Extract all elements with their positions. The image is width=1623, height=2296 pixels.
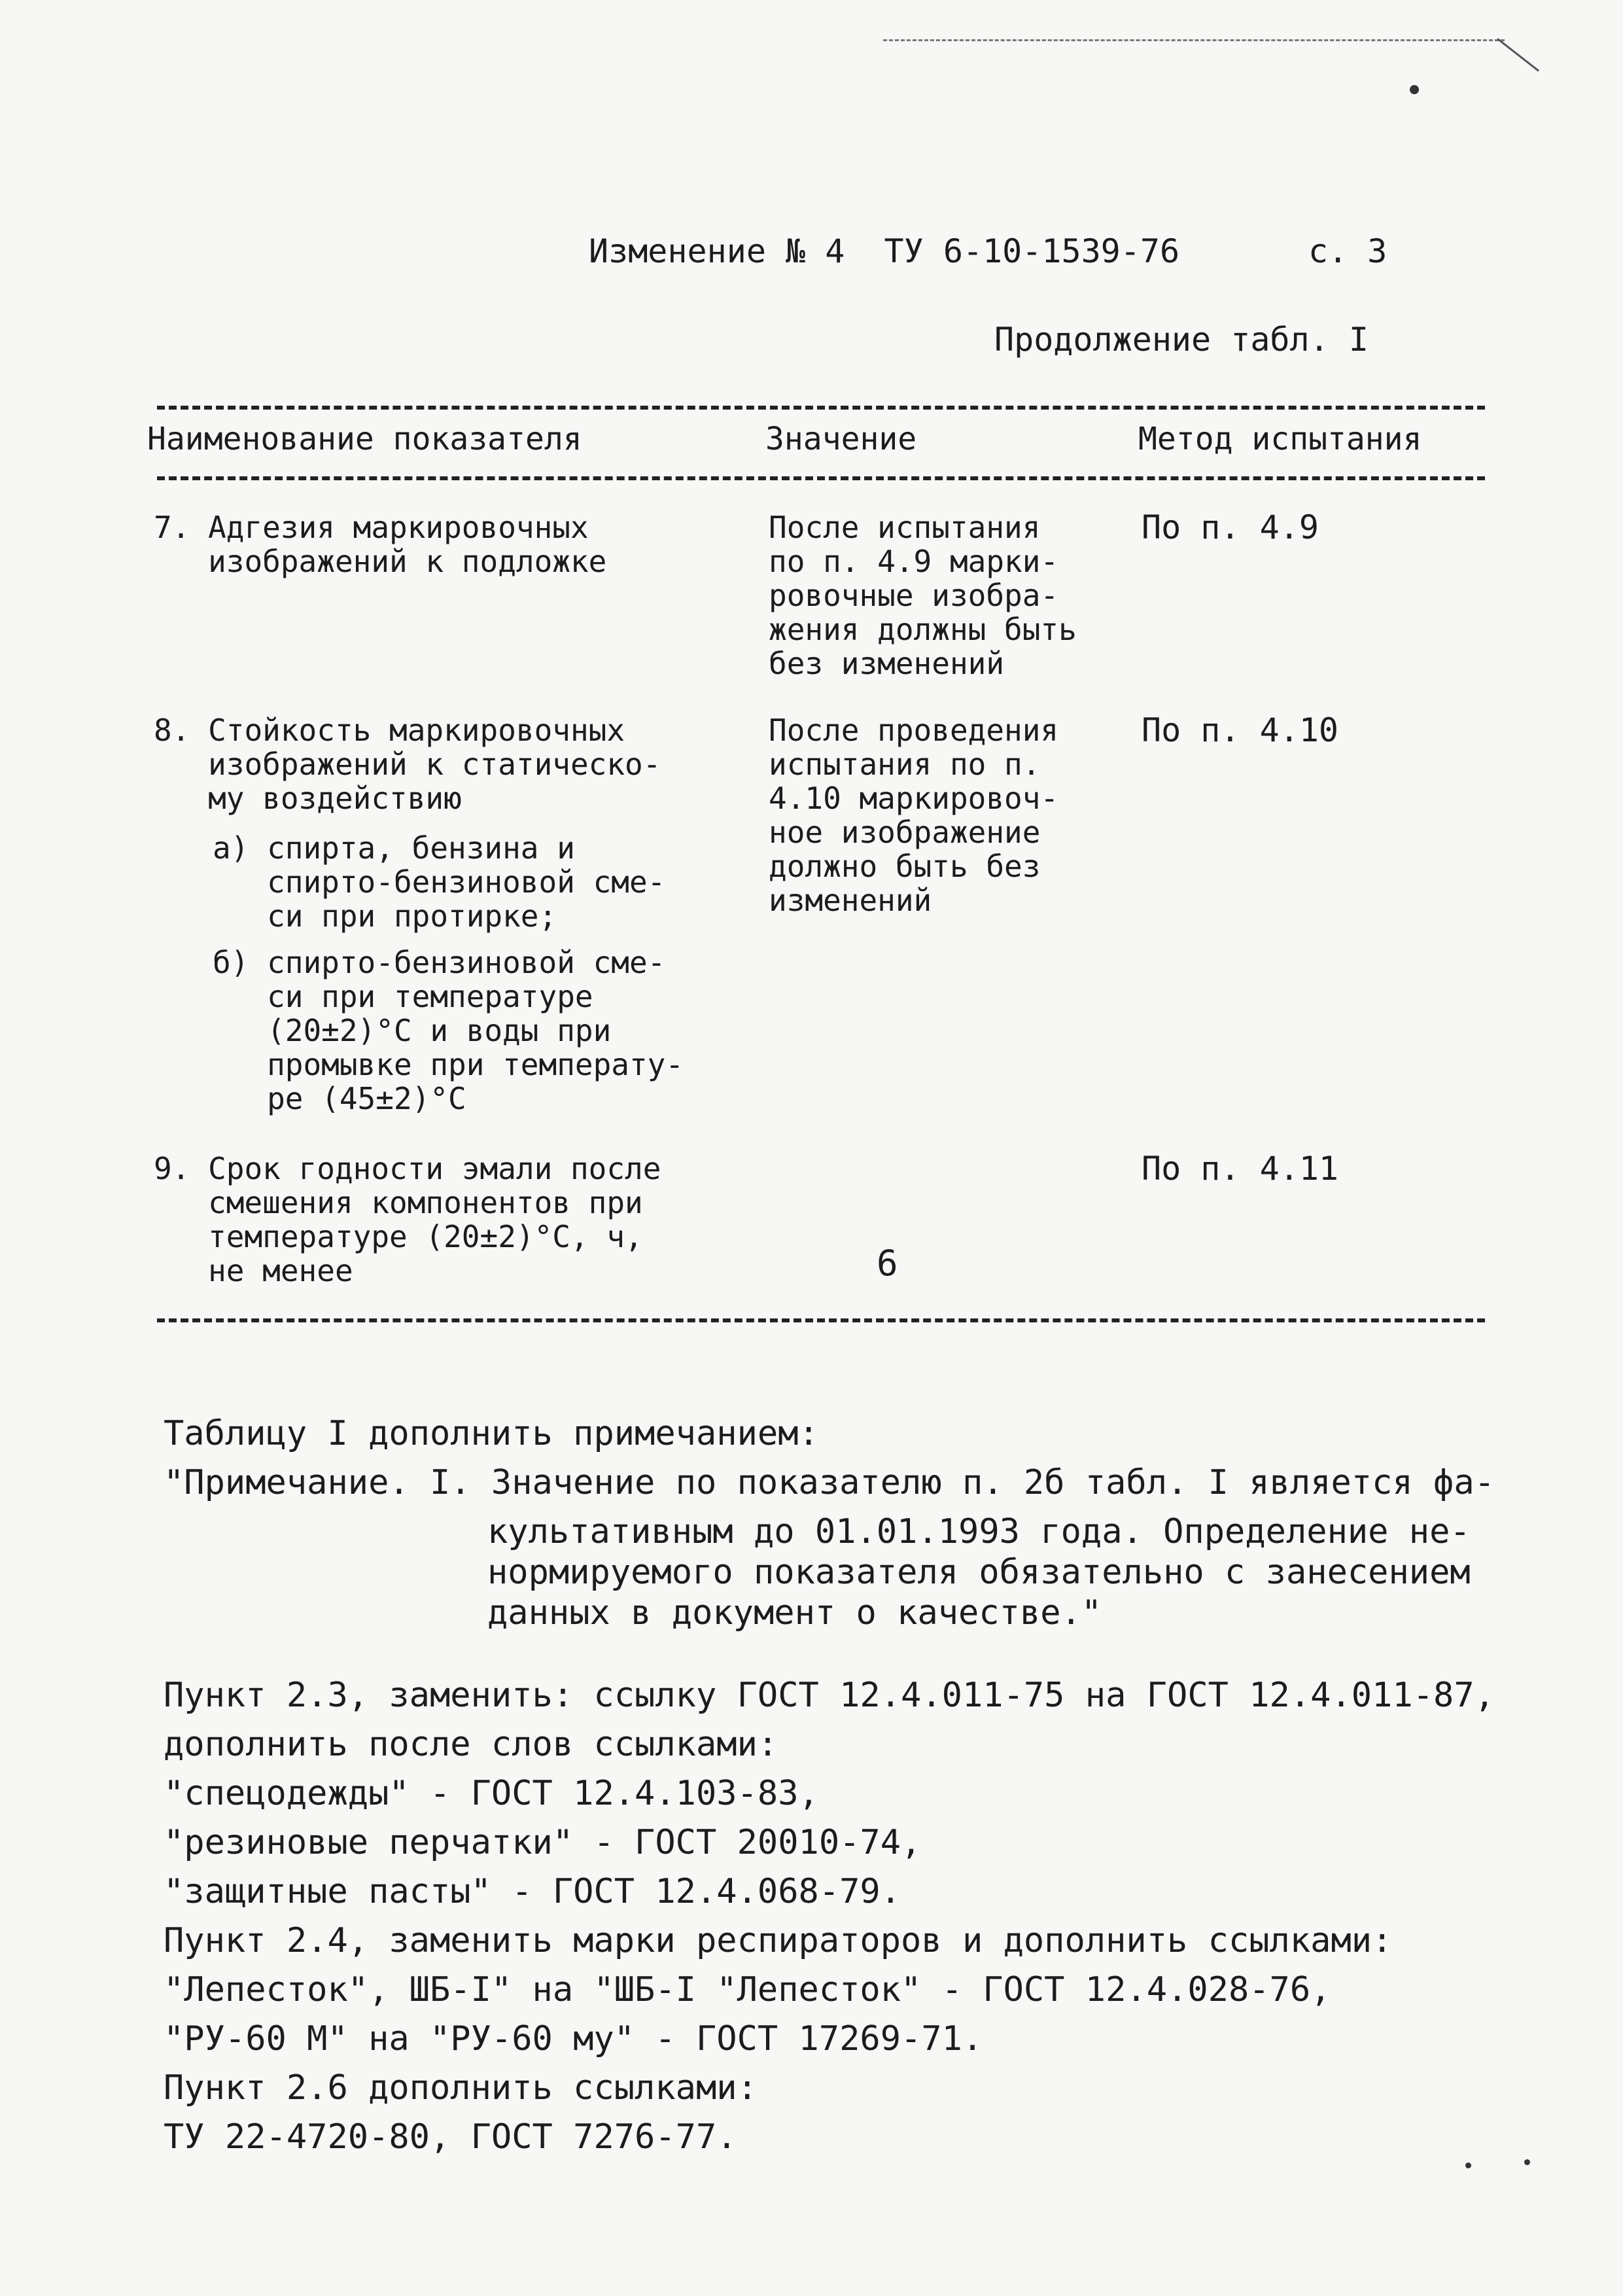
- note-first-line: "Примечание. I. Значение по показателю п. 2б табл. I является фа-: [164, 1463, 1495, 1502]
- table-row-8-method: По п. 4.10: [1142, 711, 1339, 749]
- body-line: "спецодежды" - ГОСТ 12.4.103-83,: [164, 1774, 819, 1813]
- body-line: "защитные пасты" - ГОСТ 12.4.068-79.: [164, 1872, 901, 1911]
- body-line: Пункт 2.3, заменить: ссылку ГОСТ 12.4.011-75 на ГОСТ 12.4.011-87,: [164, 1676, 1495, 1715]
- note-intro: Таблицу I дополнить примечанием:: [164, 1414, 819, 1453]
- body-line: Пункт 2.4, заменить марки респираторов и дополнить ссылками:: [164, 1921, 1393, 1960]
- column-header-name: Наименование показателя: [147, 421, 582, 457]
- scan-speck: [1465, 2163, 1471, 2168]
- table-row-9-value: 6: [877, 1243, 898, 1284]
- scan-artifact-slash: [1497, 38, 1539, 72]
- table-bottom-rule: [157, 1318, 1485, 1322]
- table-row-8-sub-a: а) спирта, бензина и спирто-бензиновой сме- си при протирке;: [213, 830, 666, 934]
- body-line: ТУ 22-4720-80, ГОСТ 7276-77.: [164, 2117, 737, 2157]
- scan-artifact-line: [883, 39, 1505, 41]
- table-continuation-label: Продолжение табл. I: [994, 321, 1369, 359]
- table-row-7-method: По п. 4.9: [1142, 508, 1319, 546]
- page-number: с. 3: [1308, 232, 1387, 270]
- column-header-value: Значение: [765, 421, 917, 457]
- column-header-method: Метод испытания: [1138, 421, 1422, 457]
- table-row-7-value: После испытания по п. 4.9 марки- ровочные изобра- жения должны быть без изменений: [769, 510, 1077, 681]
- table-row-9-method: По п. 4.11: [1142, 1150, 1339, 1188]
- table-row-9-name: 9. Срок годности эмали после смешения компонентов при температуре (20±2)°С, ч, не менее: [154, 1151, 661, 1288]
- scan-speck: [1524, 2159, 1530, 2165]
- document-title: Изменение № 4 ТУ 6-10-1539-76: [589, 232, 1180, 270]
- table-row-8-value: После проведения испытания по п. 4.10 маркировоч- ное изображение должно быть без изменений: [769, 713, 1059, 918]
- scan-speck: [1410, 85, 1419, 94]
- body-line: дополнить после слов ссылками:: [164, 1725, 778, 1764]
- table-row-8-name: 8. Стойкость маркировочных изображений к статическо- му воздействию: [154, 713, 661, 816]
- table-header-rule: [157, 476, 1485, 480]
- table-row-7-name: 7. Адгезия маркировочных изображений к подложке: [154, 510, 607, 579]
- body-line: Пункт 2.6 дополнить ссылками:: [164, 2068, 758, 2108]
- body-line: "Лепесток", ШБ-I" на "ШБ-I "Лепесток" - ГОСТ 12.4.028-76,: [164, 1970, 1331, 2009]
- body-line: "резиновые перчатки" - ГОСТ 20010-74,: [164, 1823, 922, 1862]
- note-continuation: культативным до 01.01.1993 года. Определение не- нормируемого показателя обязательно с занесением данных в документ о качестве.": [487, 1512, 1471, 1633]
- table-row-8-sub-b: б) спирто-бензиновой сме- си при температуре (20±2)°С и воды при промывке при температу- ре (45±2)°С: [213, 945, 684, 1116]
- body-line: "РУ-60 М" на "РУ-60 му" - ГОСТ 17269-71.: [164, 2019, 983, 2058]
- table-top-rule: [157, 406, 1485, 410]
